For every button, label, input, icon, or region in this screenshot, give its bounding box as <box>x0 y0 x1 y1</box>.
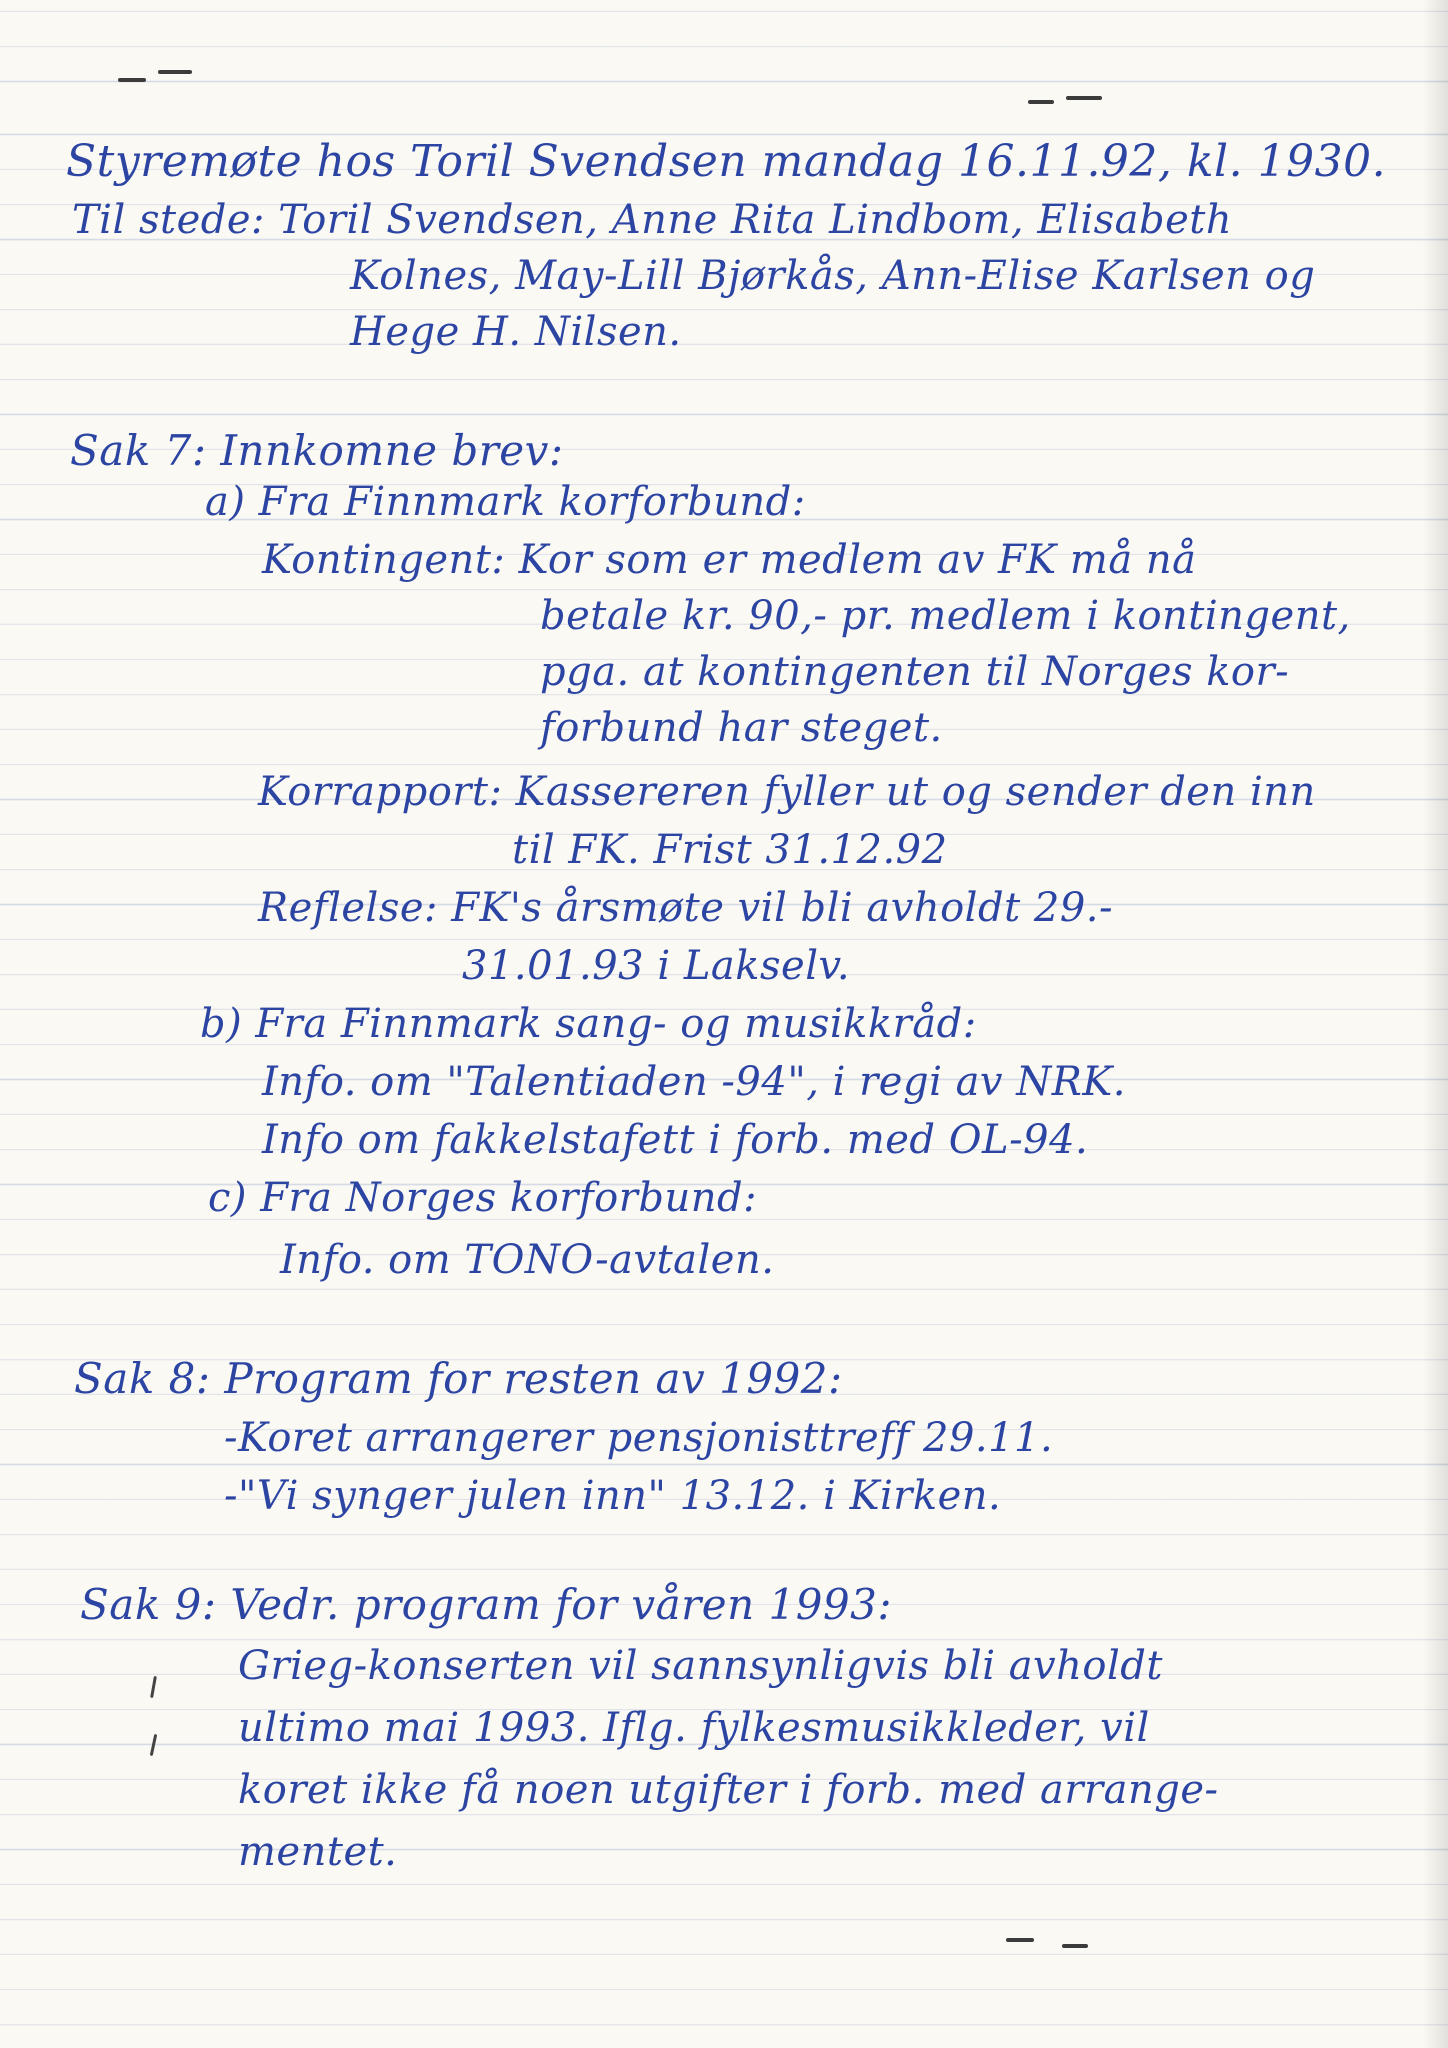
sak7-b-heading: b) Fra Finnmark sang- og musikkråd: <box>200 1001 977 1047</box>
sak8-title: Sak 8: Program for resten av 1992: <box>74 1354 843 1403</box>
attendees-line: Kolnes, May-Lill Bjørkås, Ann-Elise Karlsen og <box>350 253 1316 299</box>
binding-hole-mark <box>1028 100 1054 104</box>
sak9-text: ultimo mai 1993. Iflg. fylkesmusikkleder, vil <box>238 1705 1150 1751</box>
sak8-item: -"Vi synger julen inn" 13.12. i Kirken. <box>224 1473 1002 1519</box>
meeting-heading: Styremøte hos Toril Svendsen mandag 16.11.92, kl. 1930. <box>66 136 1387 187</box>
kontingent-text: pga. at kontingenten til Norges kor- <box>540 649 1290 695</box>
binding-hole-mark <box>1062 1944 1088 1948</box>
binding-hole-mark <box>1066 96 1102 100</box>
reflelse-text: Reflelse: FK's årsmøte vil bli avholdt 29.- <box>258 885 1113 931</box>
sak7-b-info: Info. om "Talentiaden -94", i regi av NRK. <box>262 1059 1126 1105</box>
sak9-text: mentet. <box>238 1829 398 1875</box>
sak7-c-heading: c) Fra Norges korforbund: <box>208 1175 758 1221</box>
korrapport-text: Korrapport: Kassereren fyller ut og sender den inn <box>258 769 1316 815</box>
sak9-title: Sak 9: Vedr. program for våren 1993: <box>80 1580 893 1629</box>
sak8-item: -Koret arrangerer pensjonisttreff 29.11. <box>224 1415 1054 1461</box>
page-edge-shadow <box>1422 0 1448 2048</box>
sak9-text: koret ikke få noen utgifter i forb. med arrange- <box>238 1767 1219 1813</box>
korrapport-text: til FK. Frist 31.12.92 <box>512 827 948 873</box>
sak9-text: Grieg-konserten vil sannsynligvis bli avholdt <box>238 1643 1163 1689</box>
binding-hole-mark <box>1006 1938 1034 1942</box>
binding-hole-mark <box>118 78 146 82</box>
sak7-title: Sak 7: Innkomne brev: <box>70 426 564 475</box>
sak7-c-info: Info. om TONO-avtalen. <box>280 1237 775 1283</box>
kontingent-text: betale kr. 90,- pr. medlem i kontingent, <box>540 593 1351 639</box>
reflelse-text: 31.01.93 i Lakselv. <box>462 943 851 989</box>
margin-mark <box>150 1734 158 1756</box>
binding-hole-mark <box>158 70 192 74</box>
kontingent-text: forbund har steget. <box>540 705 943 751</box>
margin-mark <box>150 1676 157 1698</box>
kontingent-text: Kontingent: Kor som er medlem av FK må nå <box>262 537 1197 583</box>
sak7-a-heading: a) Fra Finnmark korforbund: <box>205 479 806 525</box>
attendees-line: Hege H. Nilsen. <box>350 309 682 355</box>
sak7-b-info: Info om fakkelstafett i forb. med OL-94. <box>262 1117 1089 1163</box>
attendees-line: Til stede: Toril Svendsen, Anne Rita Lindbom, Elisabeth <box>72 197 1233 243</box>
